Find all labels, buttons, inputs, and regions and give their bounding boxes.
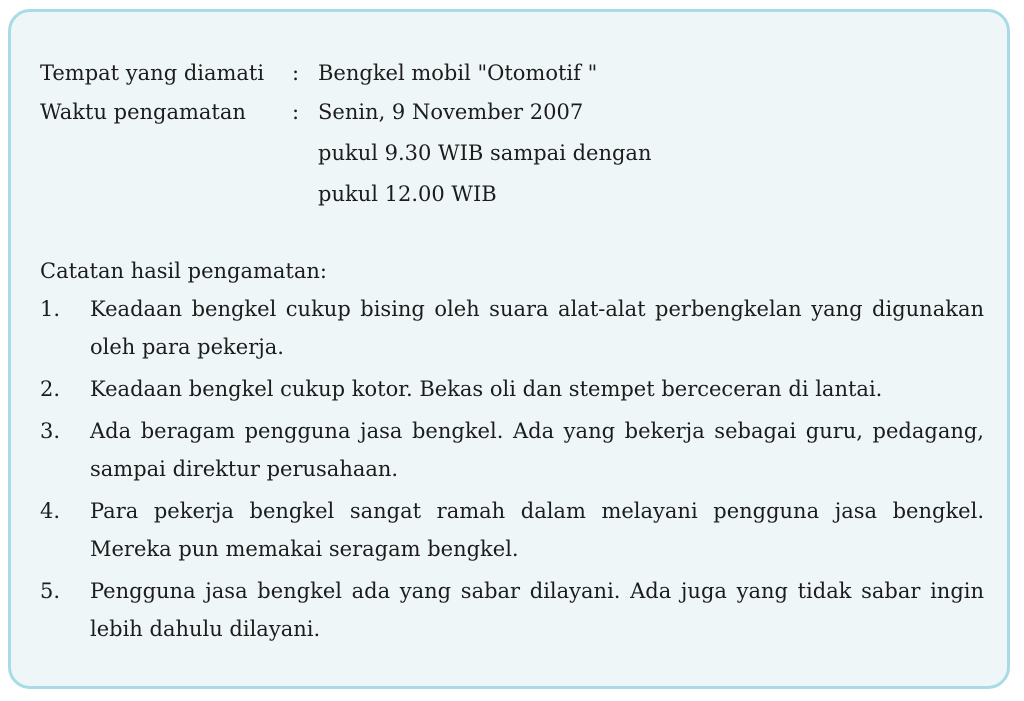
list-item-number: 4. [40, 499, 61, 523]
list-item [90, 296, 984, 360]
place-separator: : [292, 61, 300, 85]
list-item-line: sampai direktur perusahaan. [90, 457, 399, 481]
list-item-line: lebih dahulu dilayani. [90, 617, 321, 641]
list-item-line: Pengguna jasa bengkel ada yang sabar dilayani. Ada juga yang tidak sabar ingin [90, 579, 984, 603]
list-item-number: 2. [40, 377, 61, 401]
time-label: Waktu pengamatan [40, 100, 246, 124]
list-item-line: Keadaan bengkel cukup bising oleh suara alat-alat perbengkelan yang digunakan [90, 297, 984, 321]
list-item-number: 3. [40, 419, 61, 443]
list-item-line: Keadaan bengkel cukup kotor. Bekas oli dan stempet berceceran di lantai. [90, 377, 883, 401]
list-item-number: 1. [40, 297, 61, 321]
time-value-date: Senin, 9 November 2007 [318, 100, 584, 124]
list-item [90, 498, 984, 562]
list-item-line: Mereka pun memakai seragam bengkel. [90, 537, 519, 561]
time-separator: : [292, 100, 300, 124]
list-item-line: Para pekerja bengkel sangat ramah dalam melayani pengguna jasa bengkel. [90, 499, 984, 523]
list-item-line: oleh para pekerja. [90, 335, 284, 359]
place-value: Bengkel mobil "Otomotif " [318, 61, 598, 85]
list-item [90, 578, 984, 642]
time-value-end: pukul 12.00 WIB [318, 182, 497, 206]
time-value-start: pukul 9.30 WIB sampai dengan [318, 141, 652, 165]
list-item [90, 376, 984, 402]
notes-heading: Catatan hasil pengamatan: [40, 259, 327, 283]
place-label: Tempat yang diamati [40, 61, 265, 85]
list-item-number: 5. [40, 579, 61, 603]
list-item-line: Ada beragam pengguna jasa bengkel. Ada yang bekerja sebagai guru, pedagang, [90, 419, 984, 443]
list-item [90, 418, 984, 482]
